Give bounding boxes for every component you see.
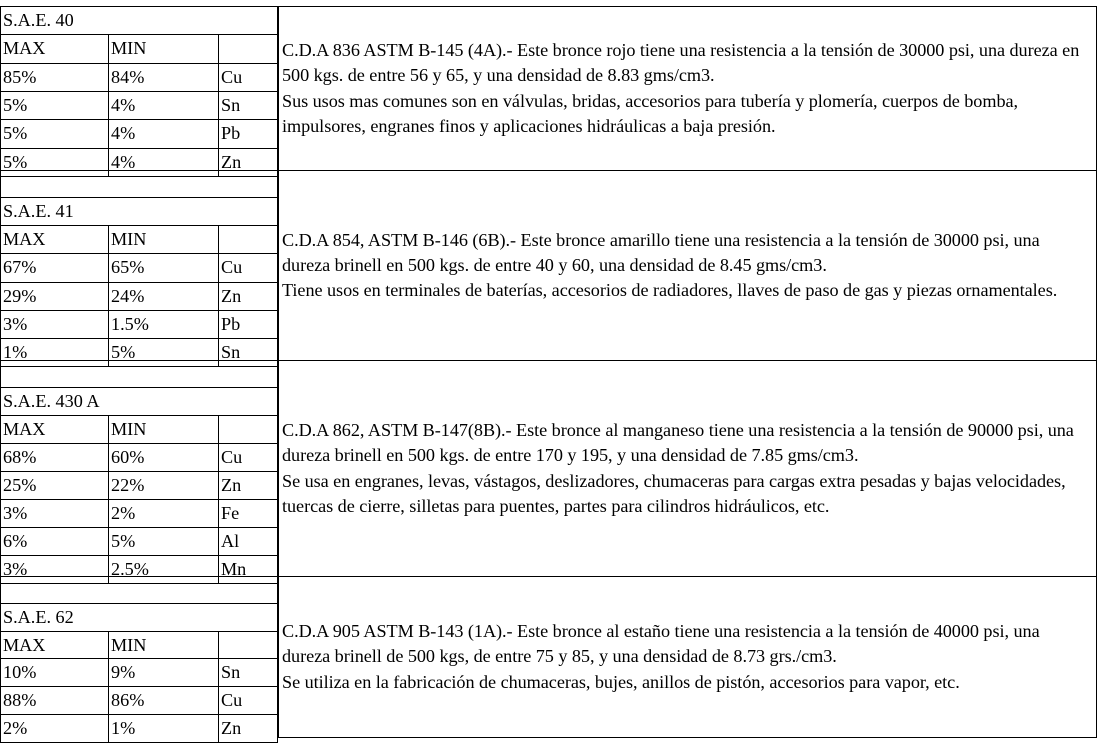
min-cell: 1% bbox=[109, 715, 219, 743]
alloy-section bbox=[0, 360, 1097, 579]
header-min: MIN bbox=[109, 631, 219, 659]
max-cell: 25% bbox=[1, 472, 109, 500]
max-cell: 68% bbox=[1, 444, 109, 472]
min-cell: 60% bbox=[109, 444, 219, 472]
header-element bbox=[219, 416, 278, 444]
composition-table bbox=[0, 6, 278, 177]
description-cell bbox=[277, 576, 1097, 738]
header-row bbox=[1, 631, 278, 659]
header-max: MAX bbox=[1, 416, 109, 444]
description-paragraph: C.D.A 862, ASTM B-147(8B).- Este bronce al manganeso tiene una resistencia a la tensión de 90000 psi, una dureza brinell en 500 kgs. de entre 170 y 195, y una densidad de 7.85 gms/cm3. bbox=[282, 420, 1074, 466]
composition-table bbox=[0, 360, 278, 584]
table-row bbox=[1, 120, 278, 148]
table-row bbox=[1, 63, 278, 91]
max-cell: 5% bbox=[1, 148, 109, 176]
table-row bbox=[1, 444, 278, 472]
element-cell: Fe bbox=[219, 500, 278, 528]
element-cell: Zn bbox=[219, 148, 278, 176]
max-cell: 10% bbox=[1, 659, 109, 687]
max-cell: 3% bbox=[1, 500, 109, 528]
description-cell bbox=[277, 170, 1097, 361]
header-element bbox=[219, 226, 278, 254]
description-text bbox=[282, 619, 1092, 695]
min-cell: 4% bbox=[109, 120, 219, 148]
description-cell bbox=[277, 360, 1097, 577]
table-row bbox=[1, 687, 278, 715]
max-cell: 5% bbox=[1, 91, 109, 119]
min-cell: 24% bbox=[109, 282, 219, 310]
element-cell: Cu bbox=[219, 444, 278, 472]
description-text bbox=[282, 38, 1092, 139]
min-cell: 22% bbox=[109, 472, 219, 500]
min-cell: 2% bbox=[109, 500, 219, 528]
header-row bbox=[1, 35, 278, 63]
description-paragraph: Se usa en engranes, levas, vástagos, deslizadores, chumaceras para cargas extra pesadas y bajas velocidades, tuercas de cierre, silletas para puentes, partes para cilindros hidráulicos, etc. bbox=[282, 470, 1066, 516]
min-cell: 65% bbox=[109, 254, 219, 282]
header-min: MIN bbox=[109, 35, 219, 63]
element-cell: Sn bbox=[219, 659, 278, 687]
header-element bbox=[219, 35, 278, 63]
description-paragraph: Se utiliza en la fabricación de chumaceras, bujes, anillos de pistón, accesorios para vapor, etc. bbox=[282, 671, 960, 692]
header-max: MAX bbox=[1, 35, 109, 63]
element-cell: Sn bbox=[219, 338, 278, 366]
table-row bbox=[1, 310, 278, 338]
alloy-title: S.A.E. 41 bbox=[1, 198, 278, 226]
table-row bbox=[1, 715, 278, 743]
element-cell: Mn bbox=[219, 556, 278, 584]
alloy-section bbox=[0, 6, 1097, 170]
element-cell: Pb bbox=[219, 310, 278, 338]
max-cell: 3% bbox=[1, 556, 109, 584]
min-cell: 4% bbox=[109, 91, 219, 119]
max-cell: 3% bbox=[1, 310, 109, 338]
description-text bbox=[282, 228, 1092, 304]
element-cell: Zn bbox=[219, 282, 278, 310]
table-row bbox=[1, 500, 278, 528]
max-cell: 1% bbox=[1, 338, 109, 366]
max-cell: 67% bbox=[1, 254, 109, 282]
min-cell: 5% bbox=[109, 528, 219, 556]
element-cell: Sn bbox=[219, 91, 278, 119]
max-cell: 2% bbox=[1, 715, 109, 743]
max-cell: 29% bbox=[1, 282, 109, 310]
element-cell: Pb bbox=[219, 120, 278, 148]
min-cell: 86% bbox=[109, 687, 219, 715]
table-row bbox=[1, 659, 278, 687]
element-cell: Cu bbox=[219, 254, 278, 282]
header-row bbox=[1, 416, 278, 444]
description-paragraph: C.D.A 836 ASTM B-145 (4A).- Este bronce rojo tiene una resistencia a la tensión de 30000 psi, una dureza en 500 kgs. de entre 56 y 65, y una densidad de 8.83 gms/cm3. bbox=[282, 40, 1080, 86]
element-cell: Al bbox=[219, 528, 278, 556]
description-cell bbox=[277, 6, 1097, 171]
description-text bbox=[282, 418, 1092, 519]
max-cell: 6% bbox=[1, 528, 109, 556]
header-max: MAX bbox=[1, 226, 109, 254]
table-row bbox=[1, 282, 278, 310]
table-row bbox=[1, 528, 278, 556]
min-cell: 1.5% bbox=[109, 310, 219, 338]
alloy-section bbox=[0, 170, 1097, 360]
max-cell: 5% bbox=[1, 120, 109, 148]
table-row bbox=[1, 254, 278, 282]
element-cell: Cu bbox=[219, 63, 278, 91]
alloy-title: S.A.E. 62 bbox=[1, 603, 278, 631]
description-paragraph: C.D.A 905 ASTM B-143 (1A).- Este bronce al estaño tiene una resistencia a la tensión de 40000 psi, una dureza brinell de 500 kgs, de entre 75 y 85, y una densidad de 8.73 grs./cm3. bbox=[282, 621, 1040, 667]
spacer-row bbox=[1, 171, 278, 198]
composition-table bbox=[0, 576, 278, 743]
alloy-section bbox=[0, 576, 1097, 737]
alloy-title: S.A.E. 40 bbox=[1, 7, 278, 35]
description-paragraph: Tiene usos en terminales de baterías, accesorios de radiadores, llaves de paso de gas y piezas ornamentales. bbox=[282, 280, 1058, 301]
min-cell: 2.5% bbox=[109, 556, 219, 584]
spacer-row bbox=[1, 577, 278, 604]
min-cell: 84% bbox=[109, 63, 219, 91]
table-row bbox=[1, 472, 278, 500]
description-paragraph: Sus usos mas comunes son en válvulas, bridas, accesorios para tubería y plomería, cuerpos de bomba, impulsores, engranes finos y aplicaciones hidráulicas a baja presión. bbox=[282, 90, 1019, 136]
element-cell: Zn bbox=[219, 715, 278, 743]
header-min: MIN bbox=[109, 416, 219, 444]
alloy-title: S.A.E. 430 A bbox=[1, 388, 278, 416]
element-cell: Zn bbox=[219, 472, 278, 500]
composition-table bbox=[0, 170, 278, 367]
header-min: MIN bbox=[109, 226, 219, 254]
element-cell: Cu bbox=[219, 687, 278, 715]
description-paragraph: C.D.A 854, ASTM B-146 (6B).- Este bronce amarillo tiene una resistencia a la tensión de 30000 psi, una dureza brinell en 500 kgs. de entre 40 y 60, una densidad de 8.45 gms/cm3. bbox=[282, 229, 1040, 275]
min-cell: 9% bbox=[109, 659, 219, 687]
min-cell: 4% bbox=[109, 148, 219, 176]
max-cell: 85% bbox=[1, 63, 109, 91]
header-element bbox=[219, 631, 278, 659]
max-cell: 88% bbox=[1, 687, 109, 715]
min-cell: 5% bbox=[109, 338, 219, 366]
header-max: MAX bbox=[1, 631, 109, 659]
header-row bbox=[1, 226, 278, 254]
table-row bbox=[1, 91, 278, 119]
spacer-row bbox=[1, 361, 278, 388]
